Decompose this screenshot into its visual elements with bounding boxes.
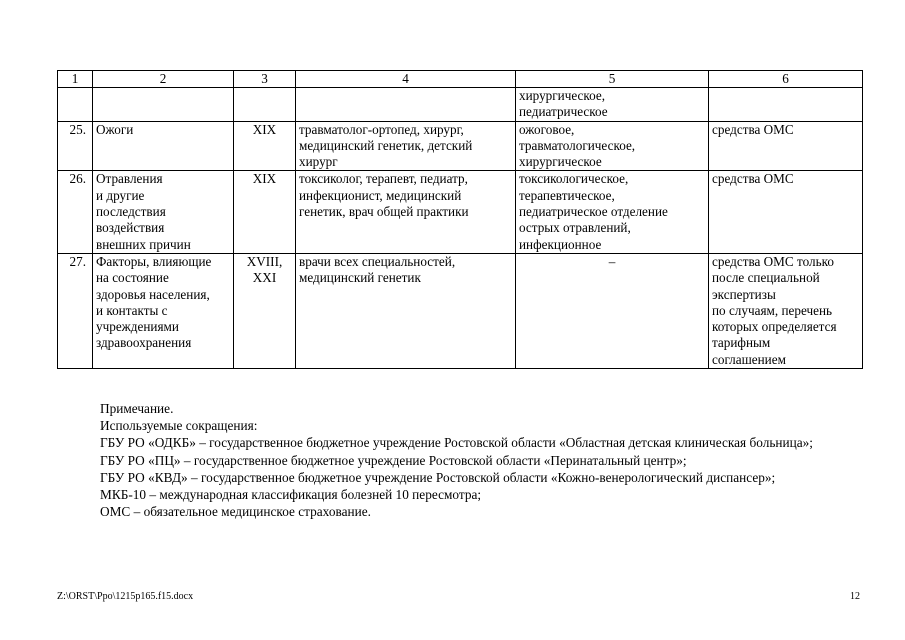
- text-line: XVIII,: [246, 253, 283, 269]
- text-line: генетик, врач общей практики: [299, 204, 469, 220]
- text-line: XIX: [252, 171, 277, 187]
- text-line: острых отравлений,: [519, 220, 631, 236]
- cell-specialists: [296, 171, 516, 253]
- cell-disease-name: [93, 171, 234, 253]
- text-line: средства ОМС: [712, 171, 794, 187]
- cell-disease-name: [93, 253, 234, 368]
- text-line: токсиколог, терапевт, педиатр,: [299, 171, 468, 187]
- text-line: средства ОМС только: [712, 253, 834, 269]
- table-row: [58, 171, 863, 253]
- cell-profile: [516, 171, 709, 253]
- text-line: Ожоги: [96, 121, 134, 137]
- cell-empty: [58, 88, 93, 122]
- text-line: после специальной: [712, 270, 820, 286]
- abbreviation-kvd: ГБУ РО «КВД» – государственное бюджетное учреждение Ростовской области «Кожно-венерологический диспансер»;: [100, 469, 776, 485]
- text-line: травматологическое,: [519, 137, 636, 153]
- abbreviation-odkb: ГБУ РО «ОДКБ» – государственное бюджетное учреждение Ростовской области «Областная детская клиническая больница»;: [100, 435, 813, 451]
- footer-file-path: Z:\ORST\Ppo\1215p165.f15.docx: [57, 591, 194, 602]
- text-line: на состояние: [96, 270, 169, 286]
- continuation-row: [58, 88, 863, 122]
- cell-class-codes: [234, 253, 296, 368]
- cell-empty: [709, 88, 863, 122]
- text-line: хирургическое,: [519, 88, 606, 103]
- text-line: инфекционное: [519, 236, 602, 252]
- cell-disease-name: [93, 121, 234, 171]
- cell-profile: [516, 253, 709, 368]
- cell-number: 25.: [58, 121, 93, 171]
- note-subtitle: Используемые сокращения:: [100, 418, 258, 434]
- cell-number: 26.: [58, 171, 93, 253]
- text-line: последствия: [96, 204, 166, 220]
- text-line: соглашением: [712, 351, 786, 367]
- page-number: 12: [850, 591, 860, 602]
- text-line: травматолог-ортопед, хирург,: [299, 121, 464, 137]
- text-line: внешних причин: [96, 236, 191, 252]
- cell-number: 27.: [58, 253, 93, 368]
- text-line: врачи всех специальностей,: [299, 253, 456, 269]
- text-line: средства ОМС: [712, 121, 794, 137]
- column-number: 2: [93, 71, 234, 88]
- table-row: [58, 253, 863, 368]
- column-number: 1: [58, 71, 93, 88]
- text-line: здравоохранения: [96, 335, 192, 351]
- cell-class-codes: [234, 121, 296, 171]
- cell-specialists: [296, 253, 516, 368]
- column-number: 3: [234, 71, 296, 88]
- cell-funding: [709, 253, 863, 368]
- text-line: XXI: [252, 270, 277, 286]
- text-line: экспертизы: [712, 286, 776, 302]
- text-line: медицинский генетик: [299, 270, 421, 286]
- column-number: 5: [516, 71, 709, 88]
- text-line: здоровья населения,: [96, 286, 210, 302]
- note-title: Примечание.: [100, 401, 174, 416]
- text-line: токсикологическое,: [519, 171, 629, 187]
- table-row: [58, 121, 863, 171]
- text-line: педиатрическое: [519, 104, 608, 120]
- column-number: 6: [709, 71, 863, 88]
- text-line: тарифным: [712, 335, 771, 351]
- cell-profile: [516, 121, 709, 171]
- text-line: инфекционист, медицинский: [299, 187, 462, 203]
- text-line: терапевтическое,: [519, 187, 615, 203]
- text-line: Отравления: [96, 171, 163, 187]
- cell-profile: [516, 88, 709, 122]
- text-line: и другие: [96, 187, 145, 203]
- cell-empty: [234, 88, 296, 122]
- text-line: учреждениями: [96, 319, 179, 335]
- notes-section: [57, 400, 862, 520]
- abbreviation-mkb: МКБ-10 – международная классификация болезней 10 пересмотра;: [100, 487, 482, 503]
- text-line: и контакты с: [96, 302, 168, 318]
- text-line: воздействия: [96, 220, 165, 236]
- cell-funding: [709, 121, 863, 171]
- text-line: Факторы, влияющие: [96, 253, 212, 269]
- abbreviation-pc: ГБУ РО «ПЦ» – государственное бюджетное учреждение Ростовской области «Перинатальный центр»;: [100, 452, 687, 468]
- text-line: хирург: [299, 154, 338, 170]
- text-line: –: [608, 253, 616, 269]
- text-line: XIX: [252, 121, 277, 137]
- text-line: хирургическое: [519, 154, 602, 170]
- text-line: ожоговое,: [519, 121, 575, 137]
- cell-empty: [93, 88, 234, 122]
- cell-specialists: [296, 121, 516, 171]
- text-line: которых определяется: [712, 319, 837, 335]
- column-number-row: [58, 71, 863, 88]
- text-line: медицинский генетик, детский: [299, 137, 473, 153]
- cell-class-codes: [234, 171, 296, 253]
- text-line: педиатрическое отделение: [519, 204, 668, 220]
- cell-funding: [709, 171, 863, 253]
- text-line: по случаям, перечень: [712, 302, 833, 318]
- column-number: 4: [296, 71, 516, 88]
- diseases-table: [57, 70, 863, 369]
- cell-empty: [296, 88, 516, 122]
- abbreviation-oms: ОМС – обязательное медицинское страхование.: [100, 504, 371, 520]
